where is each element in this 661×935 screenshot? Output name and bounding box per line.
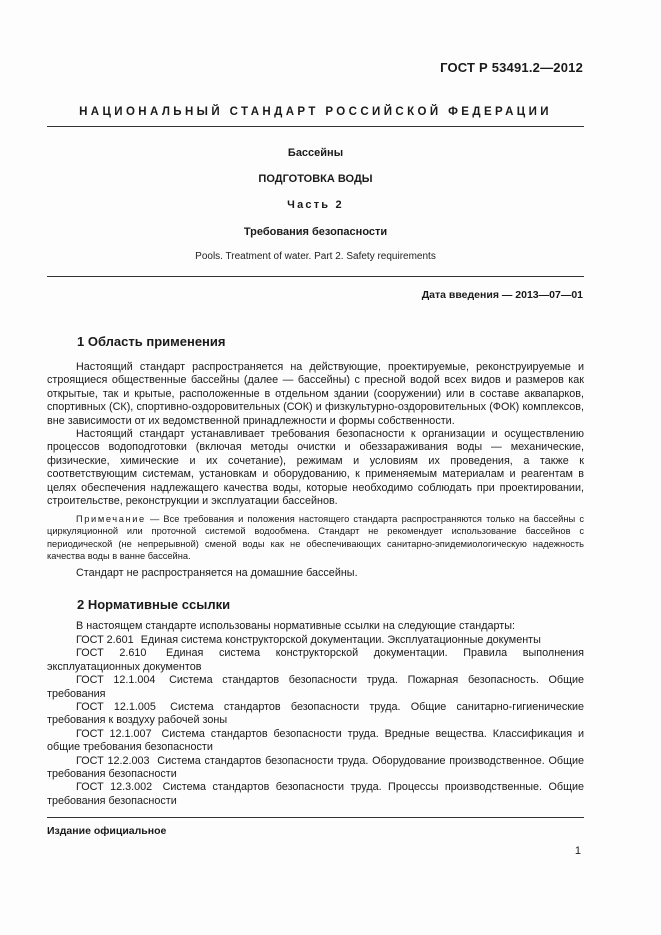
title-sub: ПОДГОТОВКА ВОДЫ — [258, 173, 373, 185]
reference-code: ГОСТ 2.610 — [76, 647, 147, 660]
title-english: Pools. Treatment of water. Part 2. Safety requirements — [195, 251, 436, 262]
reference-code: ГОСТ 12.1.004 — [76, 674, 156, 687]
standard-code: ГОСТ Р 53491.2—2012 — [440, 60, 583, 75]
title-part: Часть 2 — [287, 199, 344, 211]
reference-title: Система стандартов безопасности труда. Вредные вещества. Классификация и общие требования безопасности — [47, 727, 585, 754]
reference-code: ГОСТ 12.1.005 — [76, 701, 156, 714]
list-item — [47, 701, 584, 728]
section-1-paragraph-2: Настоящий стандарт устанавливает требования безопасности к организации и осуществлению процессов водоподготовки (включая методы очистки и обеззараживания воды — механические, физические, химические и их сочетание), режимам и условиям их проведения, а также к соответствующим системам, установкам и оборудованию, к применяемым материалам и реагентам в целях обеспечения надлежащего качества воды, которые необходимо соблюдать при проектировании, строительстве, реконструкции и эксплуатации бассейнов. — [47, 428, 584, 508]
list-item — [47, 728, 584, 755]
section-1-paragraph-3: Стандарт не распространяется на домашние бассейны. — [76, 567, 358, 579]
reference-title: Система стандартов безопасности труда. Общие санитарно-гигиенические требования к воздуху рабочей зоны — [47, 701, 584, 727]
reference-code: ГОСТ 12.3.002 — [76, 781, 153, 794]
list-item — [47, 647, 584, 674]
note-label: Примечание — [76, 514, 146, 524]
edition-label: Издание официальное — [47, 825, 167, 837]
reference-title: Система стандартов безопасности труда. Пожарная безопасность. Общие требования — [47, 674, 585, 700]
list-item — [47, 674, 584, 701]
normative-references-list — [47, 634, 584, 808]
introduction-date: Дата введения — 2013—07—01 — [421, 289, 583, 301]
section-2-intro: В настоящем стандарте использованы нормативные ссылки на следующие стандарты: — [76, 620, 515, 632]
reference-title: Система стандартов безопасности труда. Оборудование производственное. Общие требования безопасности — [47, 754, 585, 781]
title-rule — [47, 276, 584, 277]
reference-code: ГОСТ 2.601 — [76, 634, 134, 646]
reference-title: Система стандартов безопасности труда. Процессы производственные. Общие требования безопасности — [47, 781, 584, 807]
page-number: 1 — [574, 845, 581, 857]
reference-code: ГОСТ 12.2.003 — [76, 754, 150, 767]
reference-code: ГОСТ 12.1.007 — [76, 727, 152, 740]
list-item — [47, 781, 584, 808]
title-part-name: Требования безопасности — [243, 226, 388, 238]
section-2-heading: 2 Нормативные ссылки — [77, 597, 231, 612]
note-text: — Все требования и положения настоящего стандарта распространяются только на бассейны с циркуляционной или проточной системой водообмена. Стандарт не рекомендует использование бассейнов с периодической (не непрерывной) сменой воды как не обеспечивающих санитарно-эпидемиологическую надежность качества воды в ванне бассейна. — [47, 514, 584, 562]
footer-rule — [47, 817, 584, 818]
section-1-note — [47, 513, 584, 563]
list-item — [47, 755, 584, 782]
title-main: Бассейны — [287, 147, 344, 159]
reference-title: Единая система конструкторской документации. Эксплуатационные документы — [140, 634, 541, 646]
header-rule — [47, 126, 584, 127]
list-item — [47, 634, 584, 647]
section-1-paragraph-1: Настоящий стандарт распространяется на действующие, проектируемые, реконструируемые и строящиеся общественные бассейны (далее — бассейны) с пресной водой всех видов и размеров как открытые, так и крытые, расположенные в отдельном здании (сооружении) или в составе аквапарков, спортивных (СК), спортивно-оздоровительных (СОК) и физкультурно-оздоровительных (ФОК) комплексов, вне зависимости от их ведомственной принадлежности и формы собственности. — [47, 361, 584, 427]
reference-title: Единая система конструкторской документации. Правила выполнения эксплуатационных документов — [47, 647, 584, 673]
section-1-heading: 1 Область применения — [77, 334, 226, 349]
national-standard-heading: НАЦИОНАЛЬНЫЙ СТАНДАРТ РОССИЙСКОЙ ФЕДЕРАЦИИ — [79, 106, 552, 118]
